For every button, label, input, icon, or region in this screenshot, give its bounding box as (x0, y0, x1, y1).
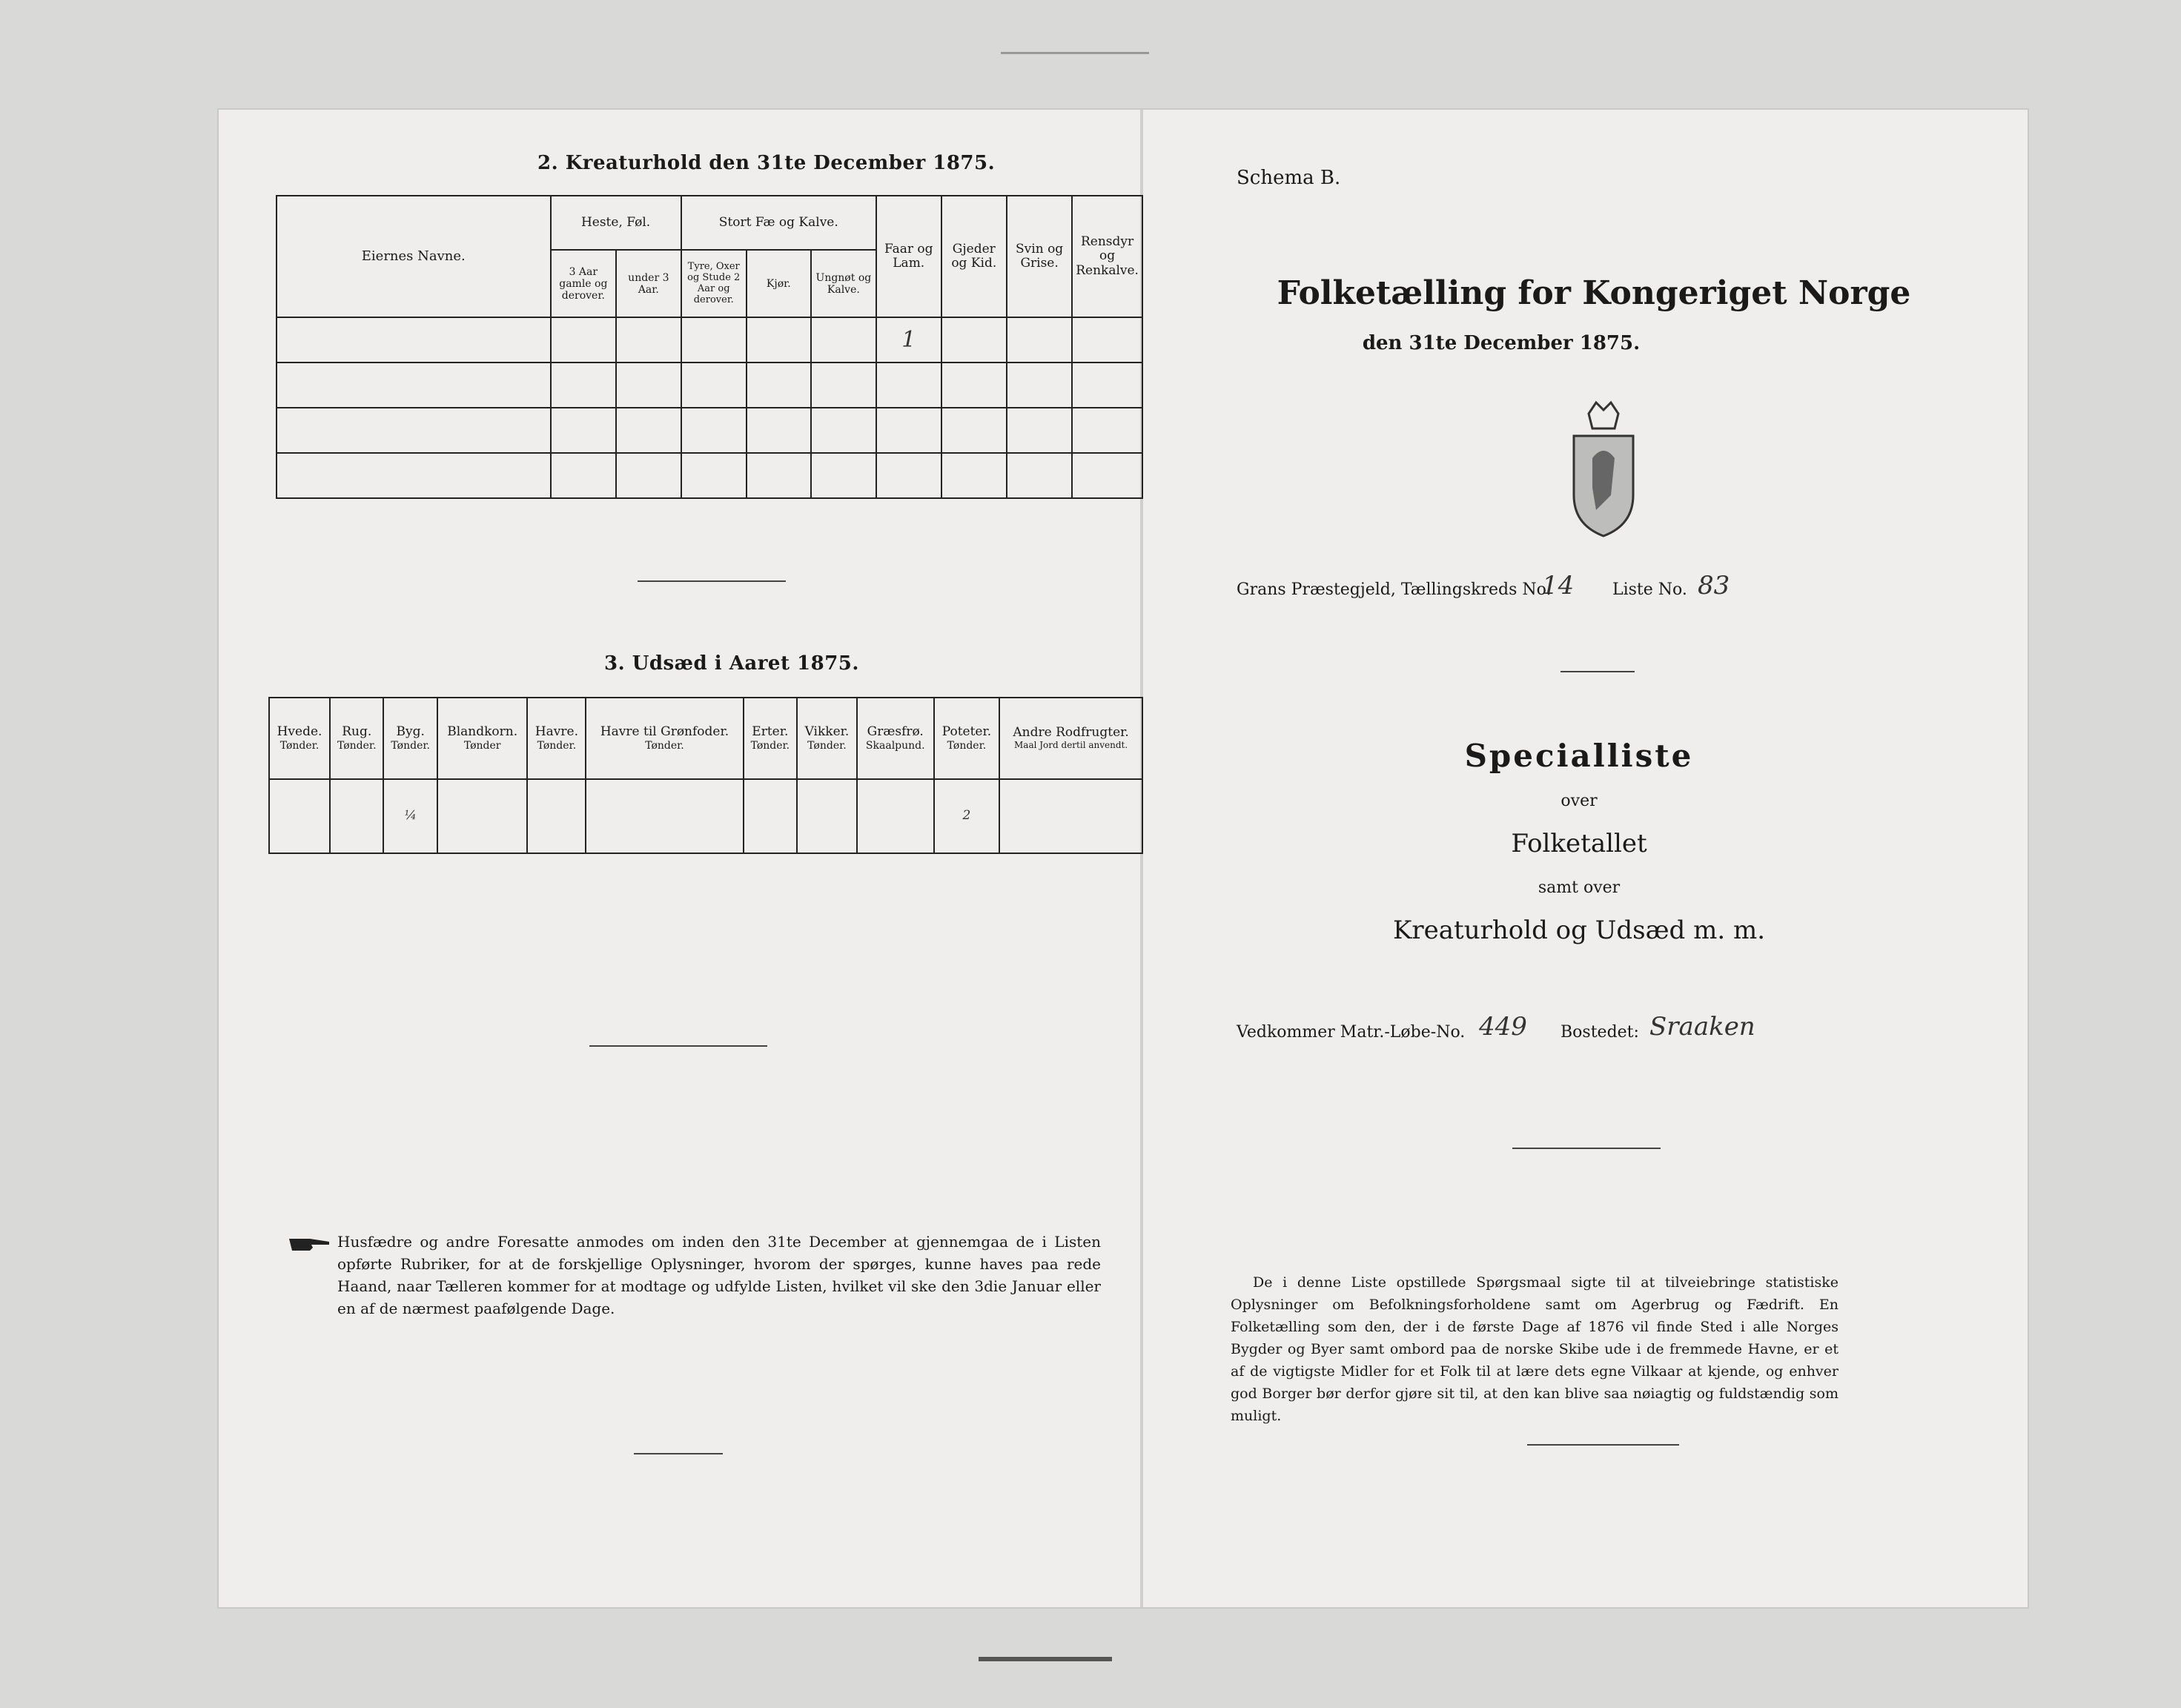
seed-header: Hvede. (277, 724, 322, 740)
seed-header: Havre til Grønfoder. (600, 724, 729, 740)
seed-unit: Tønder. (750, 739, 790, 752)
cell (277, 408, 551, 453)
matr-label: Vedkommer Matr.-Løbe-No. (1237, 1023, 1466, 1042)
cell (269, 779, 330, 853)
seed-table (268, 697, 1143, 854)
cell (437, 779, 528, 853)
seed-header: Græsfrø. (867, 724, 924, 740)
col-pigs: Svin og Grise. (1007, 196, 1072, 317)
cell (277, 363, 551, 408)
col-cattle-cows: Kjør. (747, 250, 811, 317)
cell (330, 779, 383, 853)
seed-header: Poteter. (941, 724, 992, 740)
divider-line (1561, 671, 1635, 672)
col-owner: Eiernes Navne. (277, 196, 551, 317)
cell (811, 408, 876, 453)
cell (616, 317, 681, 363)
section3-title: 3. Udsæd i Aaret 1875. (604, 652, 859, 675)
schema-label: Schema B. (1237, 167, 1341, 189)
col-horses: Heste, Føl. (551, 196, 681, 250)
special-title: Specialliste (1464, 738, 1694, 774)
cell (551, 363, 617, 408)
main-title: Folketælling for Kongeriget Norge (1277, 274, 1911, 312)
cell (747, 408, 811, 453)
list-label: Liste No. (1612, 580, 1687, 599)
cell (876, 453, 941, 498)
seed-unit: Tønder. (337, 739, 377, 752)
seed-header: Erter. (752, 724, 789, 740)
cell (811, 453, 876, 498)
cell (681, 363, 747, 408)
cell (527, 779, 586, 853)
explanation-text: De i denne Liste opstillede Spørgsmaal sigte til at tilveiebringe statistiske Oplysninger om Befolkningsforholdene samt om Agerbrug og Fædrift. En Folketælling som den, der i de første Dage af 1876 vil finde Sted i alle Norges Bygder og Byer samt ombord paa de norske Skibe ude i de fremmede Havne, er et af de vigtigste Midler for et Folk til at lære dets egne Vilkaar at kjende, og enhver god Borger bør derfor gjøre sit til, at den kan blive saa nøiagtig og fuldstændig som muligt. (1231, 1274, 1839, 1424)
seed-unit: Maal Jord dertil anvendt. (1014, 739, 1128, 750)
divider-line (1512, 1148, 1661, 1149)
bosted-label: Bostedet: (1561, 1023, 1639, 1042)
date-line: den 31te December 1875. (1362, 332, 1641, 354)
seed-col-roots (999, 698, 1142, 779)
barley-value: ¼ (383, 779, 437, 853)
section2-title: 2. Kreaturhold den 31te December 1875. (537, 152, 996, 174)
matr-number: 449 (1479, 1012, 1527, 1042)
cell (586, 779, 743, 853)
folketallet-title: Folketallet (1511, 829, 1647, 858)
cell (747, 317, 811, 363)
cell (1007, 363, 1072, 408)
district-label: Grans Præstegjeld, Tællingskreds No. (1237, 580, 1552, 599)
cell (277, 317, 551, 363)
seed-col-oats-fodder (586, 698, 743, 779)
cell (811, 363, 876, 408)
cell (999, 779, 1142, 853)
cell (616, 453, 681, 498)
cell (1072, 408, 1142, 453)
kreaturhold-title: Kreaturhold og Udsæd m. m. (1392, 916, 1765, 945)
seed-header: Havre. (535, 724, 578, 740)
col-horses-under3: under 3 Aar. (616, 250, 681, 317)
cell (744, 779, 797, 853)
seed-unit: Skaalpund. (865, 739, 925, 752)
divider-line (634, 1453, 723, 1454)
cell (876, 408, 941, 453)
bosted-value: Sraaken (1649, 1012, 1755, 1042)
col-cattle: Stort Fæ og Kalve. (681, 196, 876, 250)
seed-unit: Tønder. (537, 739, 577, 752)
cell (876, 363, 941, 408)
seed-header: Andre Rodfrugter. (1013, 725, 1129, 741)
cell (941, 363, 1007, 408)
coat-of-arms-icon (1563, 399, 1644, 540)
seed-unit: Tønder. (645, 739, 684, 752)
cell (551, 408, 617, 453)
seed-unit: Tønder (463, 739, 501, 752)
divider-line (589, 1045, 767, 1047)
cell (681, 408, 747, 453)
cell (941, 408, 1007, 453)
cell (811, 317, 876, 363)
cell (1007, 408, 1072, 453)
seed-unit: Tønder. (807, 739, 847, 752)
divider-line (1527, 1444, 1679, 1446)
cell (551, 453, 617, 498)
col-reindeer: Rensdyr og Renkalve. (1072, 196, 1142, 317)
cell (941, 453, 1007, 498)
seed-header: Byg. (396, 724, 425, 740)
seed-col-peas (744, 698, 797, 779)
divider-line (638, 580, 786, 582)
col-sheep: Faar og Lam. (876, 196, 941, 317)
seed-header: Rug. (342, 724, 372, 740)
cell (1007, 453, 1072, 498)
seed-col-wheat (269, 698, 330, 779)
seed-unit: Tønder. (947, 739, 987, 752)
seed-col-oats (527, 698, 586, 779)
scan-mark (979, 1657, 1112, 1661)
cell (941, 317, 1007, 363)
seed-header: Vikker. (804, 724, 850, 740)
cell (681, 317, 747, 363)
seed-col-grass (857, 698, 934, 779)
seed-col-mixed (437, 698, 528, 779)
seed-col-potatoes (934, 698, 1000, 779)
cell (857, 779, 934, 853)
seed-col-vetch (797, 698, 857, 779)
seed-col-rye (330, 698, 383, 779)
col-cattle-young: Ungnøt og Kalve. (811, 250, 876, 317)
cell (1072, 317, 1142, 363)
cell (747, 453, 811, 498)
cell (797, 779, 857, 853)
potatoes-value: 2 (934, 779, 1000, 853)
seed-unit: Tønder. (391, 739, 430, 752)
livestock-table (276, 195, 1143, 499)
cell (551, 317, 617, 363)
sheep-entry: 1 (876, 317, 941, 363)
cell (616, 408, 681, 453)
cell (681, 453, 747, 498)
cell (277, 453, 551, 498)
district-number: 14 (1542, 571, 1575, 600)
pointing-hand-icon (288, 1234, 331, 1254)
cell (747, 363, 811, 408)
seed-unit: Tønder. (279, 739, 320, 752)
col-goats: Gjeder og Kid. (941, 196, 1007, 317)
col-horses-3plus: 3 Aar gamle og derover. (551, 250, 617, 317)
notice-text: Husfædre og andre Foresatte anmodes om inden den 31te December at gjennemgaa de i Listen opførte Rubriker, for at de forskjellige Oplysninger, hvorom der spørges, kunne haves paa rede Haand, naar Tælleren kommer for at modtage og udfylde Listen, hvilket vil ske den 3die Januar eller en af de nærmest paafølgende Dage. (337, 1233, 1101, 1317)
samt-over-text: samt over (1538, 878, 1621, 897)
seed-header: Blandkorn. (447, 724, 518, 740)
cell (1007, 317, 1072, 363)
list-number: 83 (1698, 571, 1730, 600)
col-cattle-bulls: Tyre, Oxer og Stude 2 Aar og derover. (681, 250, 747, 317)
scan-mark (1001, 52, 1149, 54)
seed-col-barley (383, 698, 437, 779)
cell (1072, 453, 1142, 498)
over-text: over (1561, 792, 1598, 810)
cell (616, 363, 681, 408)
cell (1072, 363, 1142, 408)
